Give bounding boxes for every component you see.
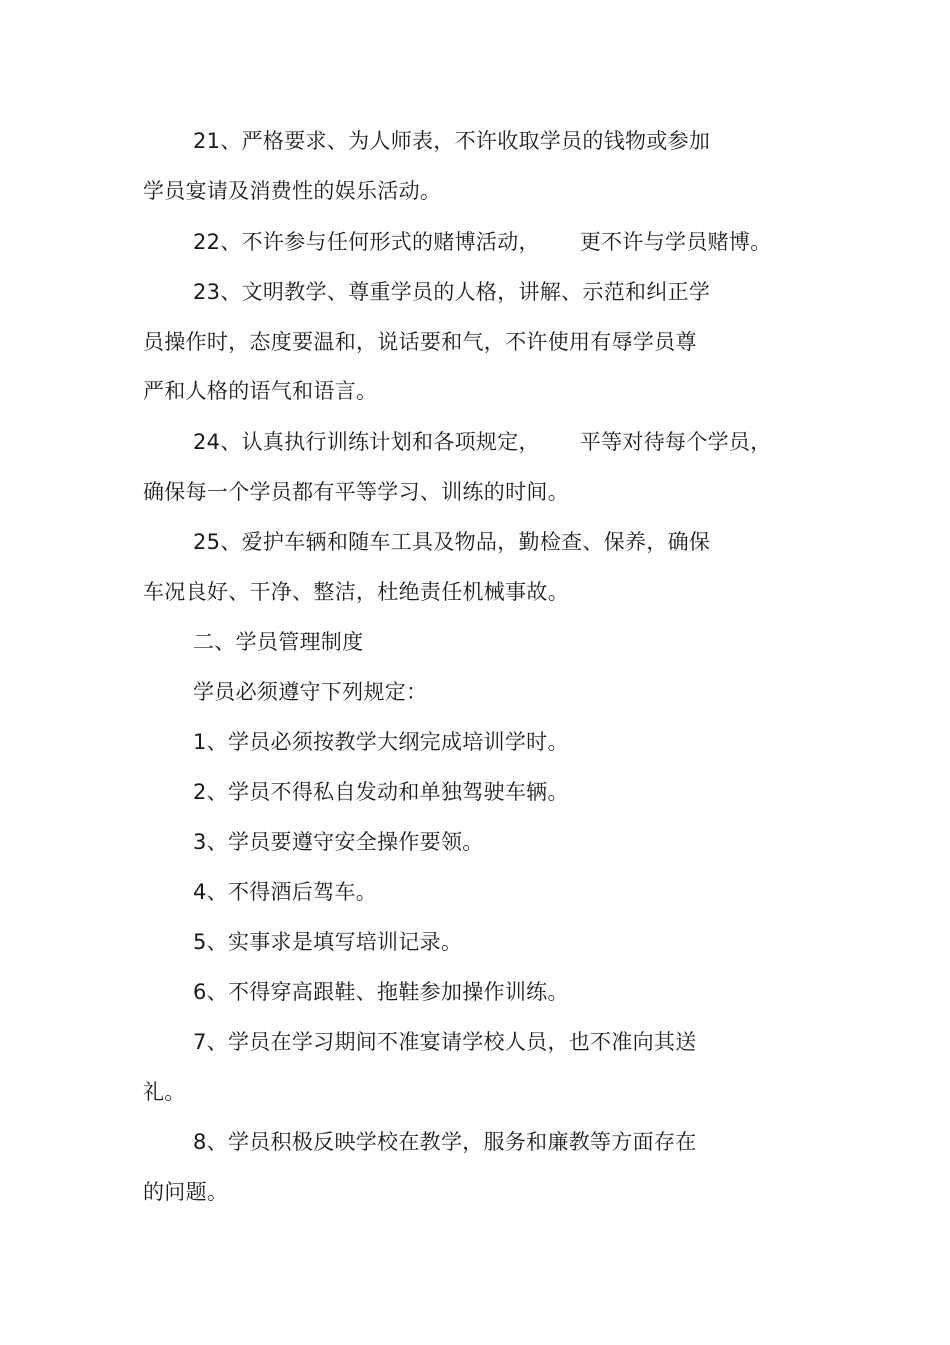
rule-6: 6、不得穿高跟鞋、拖鞋参加操作训练。 bbox=[193, 980, 569, 1004]
paragraph-25-line-1: 25、爱护车辆和随车工具及物品，勤检查、保养，确保 bbox=[193, 530, 711, 554]
paragraph-23-line-1: 23、文明教学、尊重学员的人格，讲解、示范和纠正学 bbox=[193, 280, 711, 304]
paragraph-24-line-2: 确保每一个学员都有平等学习、训练的时间。 bbox=[143, 480, 569, 504]
rule-3: 3、学员要遵守安全操作要领。 bbox=[193, 830, 484, 854]
paragraph-24-part-1: 24、认真执行训练计划和各项规定， bbox=[193, 430, 540, 454]
rule-1: 1、学员必须按教学大纲完成培训学时。 bbox=[193, 730, 569, 754]
rule-7-line-1: 7、学员在学习期间不准宴请学校人员，也不准向其送 bbox=[193, 1030, 697, 1054]
paragraph-25-line-2: 车况良好、干净、整洁，杜绝责任机械事故。 bbox=[143, 580, 569, 604]
paragraph-23-line-3: 严和人格的语气和语言。 bbox=[143, 379, 378, 403]
section-heading: 二、学员管理制度 bbox=[193, 630, 364, 654]
paragraph-22-part-2: 更不许与学员赌博。 bbox=[579, 230, 772, 254]
rule-4: 4、不得酒后驾车。 bbox=[193, 880, 378, 904]
paragraph-24-line-1 bbox=[193, 427, 772, 457]
paragraph-22-part-1: 22、不许参与任何形式的赌博活动， bbox=[193, 230, 540, 254]
rule-5: 5、实事求是填写培训记录。 bbox=[193, 930, 463, 954]
paragraph-21-line-2: 学员宴请及消费性的娱乐活动。 bbox=[143, 179, 442, 203]
rule-2: 2、学员不得私自发动和单独驾驶车辆。 bbox=[193, 780, 569, 804]
paragraph-23-line-2: 员操作时，态度要温和，说话要和气，不许使用有辱学员尊 bbox=[143, 330, 697, 354]
paragraph-24-part-2: 平等对待每个学员， bbox=[579, 430, 772, 454]
paragraph-22 bbox=[193, 227, 772, 257]
paragraph-21-line-1: 21、严格要求、为人师表，不许收取学员的钱物或参加 bbox=[193, 129, 711, 153]
rule-7-line-2: 礼。 bbox=[143, 1080, 186, 1104]
rules-intro: 学员必须遵守下列规定： bbox=[193, 680, 428, 704]
rule-8-line-1: 8、学员积极反映学校在教学，服务和廉教等方面存在 bbox=[193, 1130, 697, 1154]
rule-8-line-2: 的问题。 bbox=[143, 1180, 229, 1204]
